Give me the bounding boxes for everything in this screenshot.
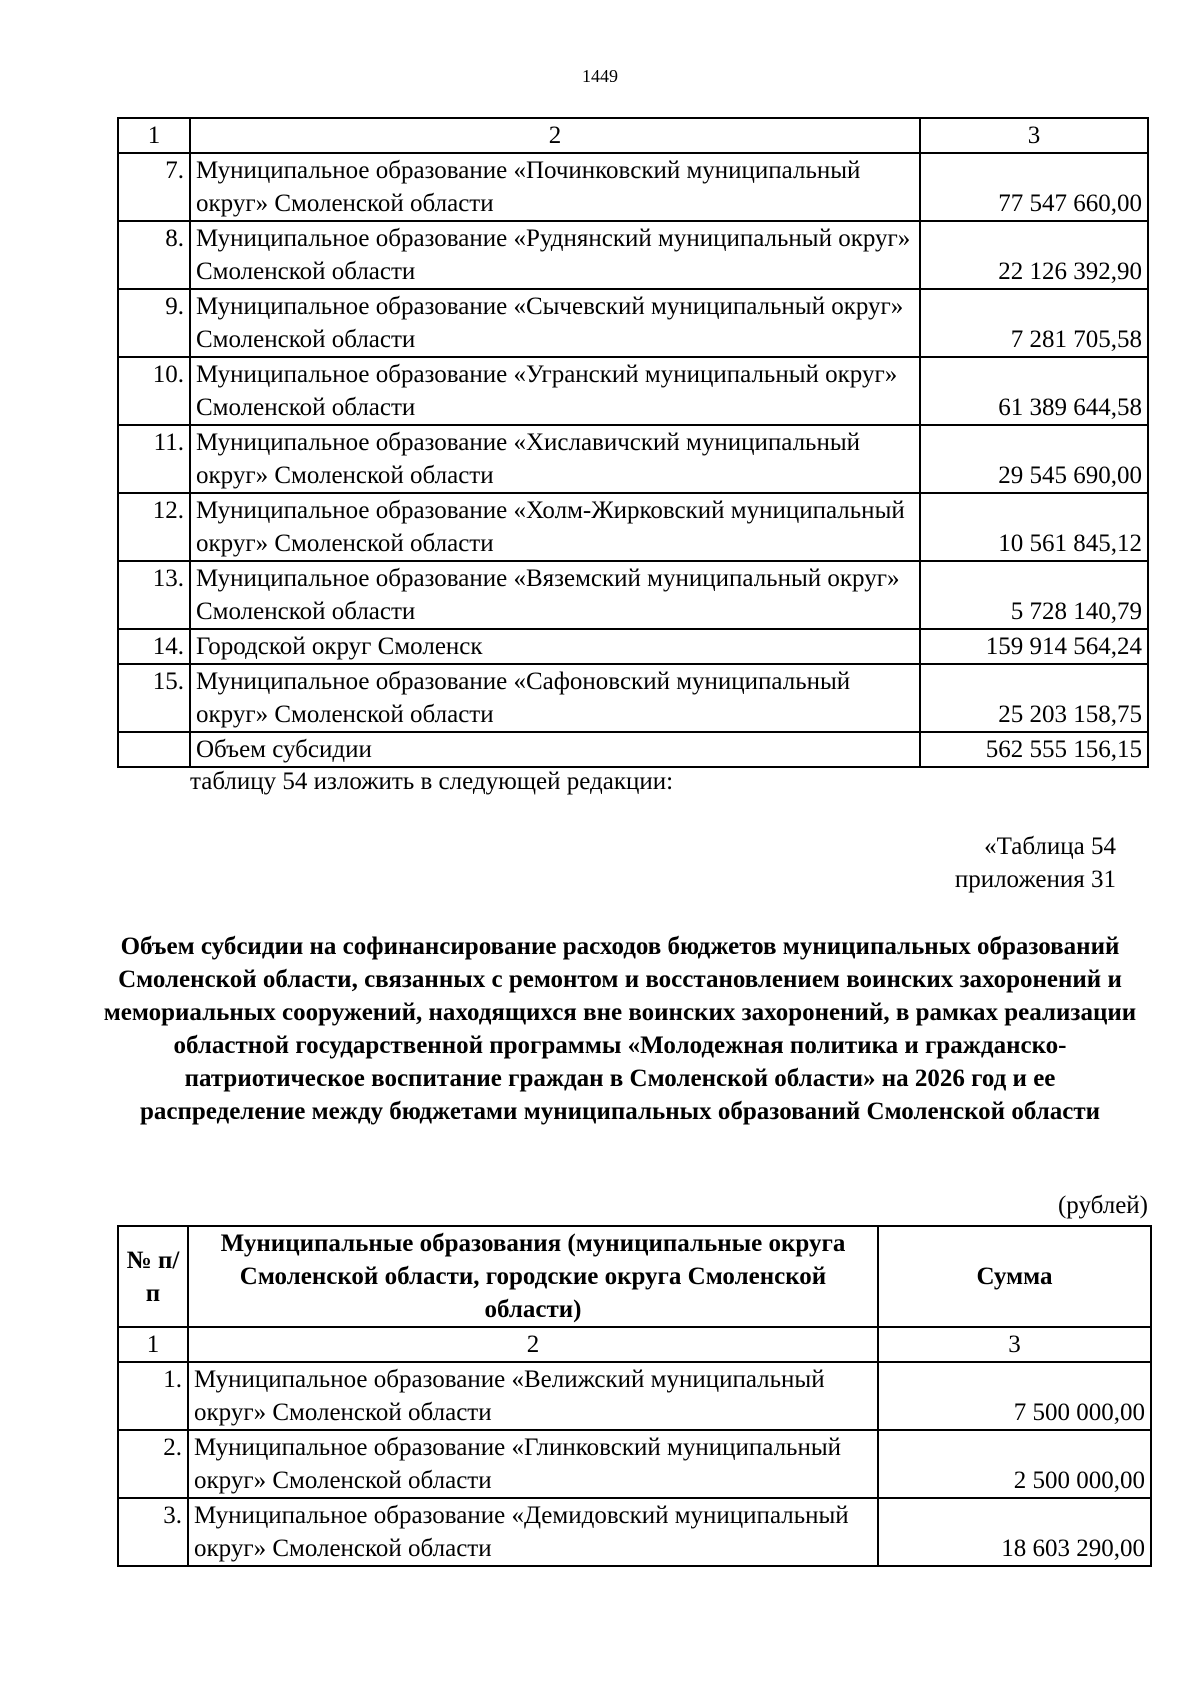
row-number: 15. xyxy=(118,664,190,732)
subsidy-distribution-table xyxy=(117,1225,1152,1567)
subsidy-amount: 25 203 158,75 xyxy=(920,664,1148,732)
municipality-name: Муниципальное образование «Велижский муниципальный округ» Смоленской области xyxy=(188,1362,878,1430)
subsidy-table-continued xyxy=(117,117,1149,768)
subsidy-amount: 5 728 140,79 xyxy=(920,561,1148,629)
subsidy-amount: 7 500 000,00 xyxy=(878,1362,1151,1430)
column-index-2: 2 xyxy=(190,118,920,153)
subsidy-amount: 159 914 564,24 xyxy=(920,629,1148,664)
column-index-3: 3 xyxy=(920,118,1148,153)
table-row xyxy=(118,664,1148,732)
row-number: 3. xyxy=(118,1498,188,1566)
table-row xyxy=(118,1362,1151,1430)
row-number: 1. xyxy=(118,1362,188,1430)
table-row xyxy=(118,357,1148,425)
municipality-name: Муниципальное образование «Починковский муниципальный округ» Смоленской области xyxy=(190,153,920,221)
column-index-1: 1 xyxy=(118,118,190,153)
subsidy-amount: 61 389 644,58 xyxy=(920,357,1148,425)
table-header-row xyxy=(118,1226,1151,1327)
row-number: 13. xyxy=(118,561,190,629)
municipality-name: Муниципальное образование «Демидовский муниципальный округ» Смоленской области xyxy=(188,1498,878,1566)
page-number: 1449 xyxy=(582,66,618,86)
subsidy-amount: 2 500 000,00 xyxy=(878,1430,1151,1498)
municipality-name: Муниципальное образование «Холм-Жирковский муниципальный округ» Смоленской области xyxy=(190,493,920,561)
subsidy-amount: 7 281 705,58 xyxy=(920,289,1148,357)
row-number: 14. xyxy=(118,629,190,664)
municipality-name: Муниципальное образование «Сафоновский муниципальный округ» Смоленской области xyxy=(190,664,920,732)
row-number: 8. xyxy=(118,221,190,289)
subsidy-amount: 77 547 660,00 xyxy=(920,153,1148,221)
table-index-row xyxy=(118,1327,1151,1362)
municipality-name: Муниципальное образование «Глинковский муниципальный округ» Смоленской области xyxy=(188,1430,878,1498)
total-row xyxy=(118,732,1148,767)
subsidy-amount: 10 561 845,12 xyxy=(920,493,1148,561)
row-number: 2. xyxy=(118,1430,188,1498)
row-number: 12. xyxy=(118,493,190,561)
row-number: 10. xyxy=(118,357,190,425)
table-row xyxy=(118,221,1148,289)
table-row xyxy=(118,629,1148,664)
header-number: № п/п xyxy=(118,1226,188,1327)
table-row xyxy=(118,493,1148,561)
municipality-name: Муниципальное образование «Хиславичский муниципальный округ» Смоленской области xyxy=(190,425,920,493)
municipality-name: Муниципальное образование «Угранский муниципальный округ» Смоленской области xyxy=(190,357,920,425)
total-amount: 562 555 156,15 xyxy=(920,732,1148,767)
header-sum: Сумма xyxy=(878,1226,1151,1327)
row-number: 7. xyxy=(118,153,190,221)
municipality-name: Муниципальное образование «Руднянский муниципальный округ» Смоленской области xyxy=(190,221,920,289)
table-row xyxy=(118,153,1148,221)
table-row xyxy=(118,1430,1151,1498)
table-caption-appendix: приложения 31 xyxy=(954,866,1116,893)
table-caption-number: «Таблица 54 xyxy=(984,833,1116,860)
row-number: 11. xyxy=(118,425,190,493)
table-index-row xyxy=(118,118,1148,153)
municipality-name: Муниципальное образование «Сычевский муниципальный округ» Смоленской области xyxy=(190,289,920,357)
table-row xyxy=(118,1498,1151,1566)
column-index-3: 3 xyxy=(878,1327,1151,1362)
table-row xyxy=(118,289,1148,357)
total-empty-cell xyxy=(118,732,190,767)
municipality-name: Городской округ Смоленск xyxy=(190,629,920,664)
subsidy-amount: 29 545 690,00 xyxy=(920,425,1148,493)
subsidy-amount: 18 603 290,00 xyxy=(878,1498,1151,1566)
column-index-2: 2 xyxy=(188,1327,878,1362)
header-municipalities: Муниципальные образования (муниципальные округа Смоленской области, городские округа Смоленской области) xyxy=(188,1226,878,1327)
document-title: Объем субсидии на софинансирование расходов бюджетов муниципальных образований Смоленской области, связанных с ремонтом и восстановлением воинских захоронений и мемориальных сооружений, находящихся вне воинских захоронений, в рамках реализации областной государственной программы «Молодежная политика и гражданско-патриотическое воспитание граждан в Смоленской области» на 2026 год и ее распределение между бюджетами муниципальных образований Смоленской области xyxy=(103,933,1137,1125)
column-index-1: 1 xyxy=(118,1327,188,1362)
unit-label: (рублей) xyxy=(1057,1192,1148,1219)
subsidy-amount: 22 126 392,90 xyxy=(920,221,1148,289)
table-row xyxy=(118,561,1148,629)
row-number: 9. xyxy=(118,289,190,357)
amendment-paragraph: таблицу 54 изложить в следующей редакции: xyxy=(190,768,674,795)
total-label: Объем субсидии xyxy=(190,732,920,767)
table-row xyxy=(118,425,1148,493)
municipality-name: Муниципальное образование «Вяземский муниципальный округ» Смоленской области xyxy=(190,561,920,629)
